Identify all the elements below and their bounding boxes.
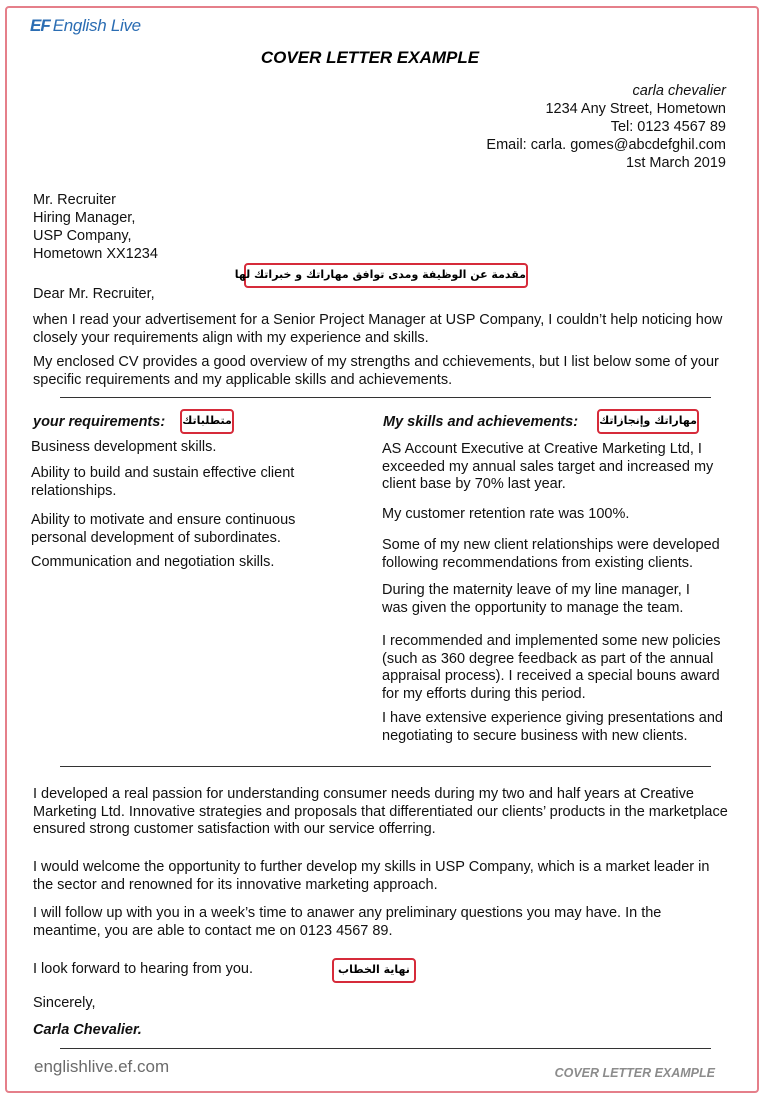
requirement-item: Communication and negotiation skills. (31, 554, 275, 570)
skill-item: AS Account Executive at Creative Marketing Ltd, I exceeded my annual sales target and increased my client base by 70% last year. (382, 441, 714, 492)
footer-url[interactable]: englishlive.ef.com (34, 1057, 170, 1076)
requirement-item: Business development skills. (31, 439, 217, 455)
requirement-item: Ability to build and sustain effective client relationships. (31, 465, 295, 499)
skill-item: I have extensive experience giving presentations and negotiating to secure business with new clients. (382, 710, 723, 744)
recipient-title: Hiring Manager, (33, 210, 136, 226)
divider (60, 1048, 711, 1049)
intro-paragraph: My enclosed CV provides a good overview of my strengths and cchievements, but I list below some of your specific requirements and my applicable skills and achievements. (33, 354, 719, 388)
salutation: Dear Mr. Recruiter, (33, 286, 155, 302)
skills-heading: My skills and achievements: (383, 414, 579, 430)
letter-date: 1st March 2019 (626, 155, 726, 171)
annotation-requirements: متطلباتك (180, 409, 234, 434)
signature: Carla Chevalier. (33, 1022, 142, 1038)
skill-item: My customer retention rate was 100%. (382, 506, 630, 522)
skill-item: I recommended and implemented some new policies (such as 360 degree feedback as part of the annual appraisal process). I received a special bouns award for my efforts during this period. (382, 633, 721, 702)
requirement-item: Ability to motivate and ensure continuous personal development of subordinates. (31, 512, 296, 546)
requirements-heading: your requirements: (33, 414, 166, 430)
annotation-skills: مهاراتك وإنجازاتك (597, 409, 699, 434)
logo (30, 16, 141, 36)
footer-title: COVER LETTER EXAMPLE (554, 1066, 715, 1080)
annotation-closing: نهاية الخطاب (332, 958, 416, 983)
signoff-closing: Sincerely, (33, 995, 96, 1011)
closing-paragraph: I look forward to hearing from you. (33, 961, 254, 977)
recipient-city: Hometown XX1234 (33, 246, 158, 262)
sender-name: carla chevalier (632, 83, 726, 99)
skill-item: During the maternity leave of my line manager, I was given the opportunity to manage the team. (382, 582, 690, 616)
sender-block (486, 82, 726, 172)
intro-paragraph: when I read your advertisement for a Senior Project Manager at USP Company, I couldn’t help noticing how closely your requirements align with my experience and skills. (33, 312, 723, 346)
document-title: COVER LETTER EXAMPLE (260, 48, 480, 67)
logo-mark: EF (30, 16, 50, 35)
closing-paragraph: I will follow up with you in a week’s time to anawer any preliminary questions you may have. In the meantime, you are able to contact me on 0123 4567 89. (33, 905, 662, 939)
annotation-intro: مقدمة عن الوظيفة ومدى توافق مهاراتك و خبراتك لها (244, 263, 528, 288)
recipient-block (33, 191, 158, 263)
sender-email: Email: carla. gomes@abcdefghil.com (486, 137, 726, 153)
recipient-name: Mr. Recruiter (33, 192, 116, 208)
divider (60, 766, 711, 767)
divider (60, 397, 711, 398)
sender-address: 1234 Any Street, Hometown (545, 101, 726, 117)
recipient-company: USP Company, (33, 228, 132, 244)
sender-phone: Tel: 0123 4567 89 (610, 119, 726, 135)
logo-text: English Live (52, 16, 141, 35)
closing-paragraph: I would welcome the opportunity to further develop my skills in USP Company, which is a market leader in the sector and renowned for its innovative marketing approach. (33, 859, 710, 893)
skill-item: Some of my new client relationships were developed following recommendations from existing clients. (382, 537, 720, 571)
closing-paragraph: I developed a real passion for understanding consumer needs during my two and half years at Creative Marketing Ltd. Innovative strategies and proposals that differentiated our clients’ products in the marketplace ensured strong customer satisfaction with our service offerring. (33, 786, 728, 837)
